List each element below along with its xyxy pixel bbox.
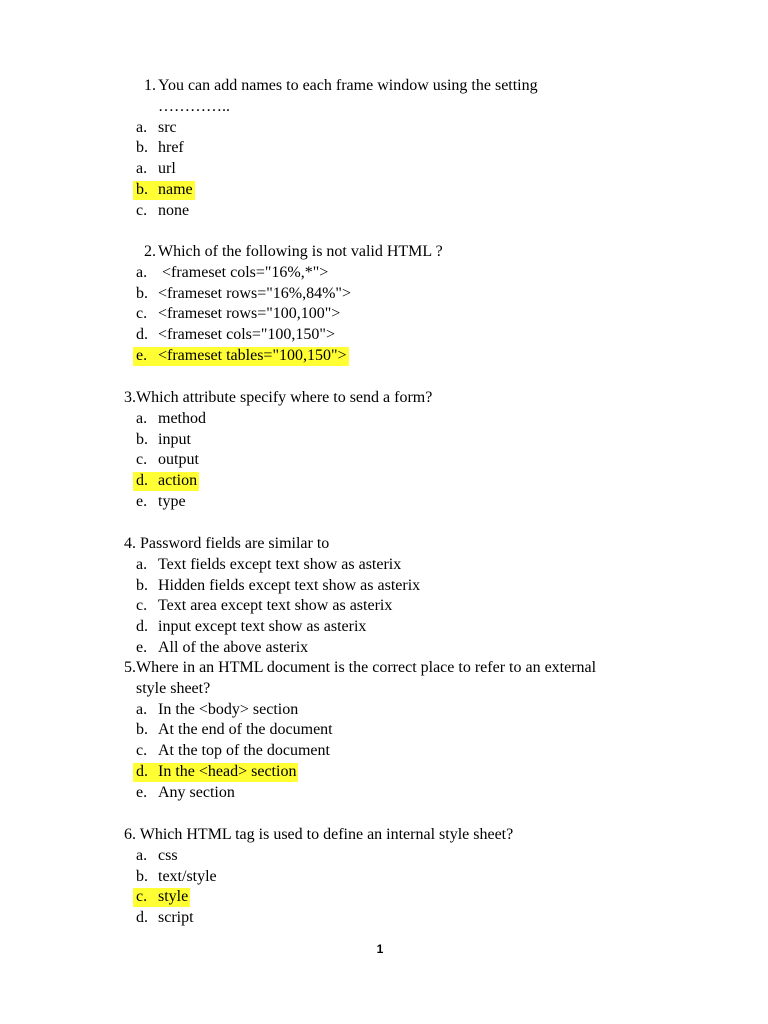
option-item [114, 325, 674, 346]
question-4 [114, 534, 674, 659]
option-text: type [158, 492, 186, 510]
option-label: b. [136, 180, 148, 198]
option-text: Text fields except text show as asterix [158, 555, 402, 573]
question-number: 4. [124, 535, 136, 552]
option-label: a. [136, 160, 148, 178]
option-item [114, 741, 674, 762]
option-label: c. [136, 201, 148, 219]
option-label: c. [136, 597, 148, 615]
option-item [114, 409, 674, 430]
option-text: style [158, 888, 189, 906]
question-line [114, 76, 674, 97]
question-line [114, 825, 674, 846]
option-text: css [158, 846, 178, 864]
option-label: a. [136, 409, 148, 427]
question-text: Which attribute specify where to send a form? [136, 389, 433, 406]
option-label: e. [136, 638, 148, 656]
option-text: <frameset rows="100,100"> [158, 305, 341, 323]
question-1 [114, 76, 674, 222]
question-6 [114, 825, 674, 929]
option-item [114, 201, 674, 222]
option-label: a. [136, 555, 148, 573]
option-text: <frameset rows="16%,84%"> [158, 284, 351, 302]
option-item [114, 346, 674, 367]
option-item [114, 555, 674, 576]
option-label: b. [136, 430, 148, 448]
option-label: b. [136, 139, 148, 157]
option-text: script [158, 909, 194, 927]
question-line [114, 242, 674, 263]
option-text: <frameset cols="16%,*"> [158, 263, 329, 281]
option-item [114, 762, 674, 783]
option-item [114, 159, 674, 180]
question-number: 3. [124, 389, 136, 406]
option-text: In the <head> section [158, 762, 297, 780]
option-item [114, 700, 674, 721]
option-item [114, 450, 674, 471]
option-text: All of the above asterix [158, 638, 309, 656]
option-item [114, 263, 674, 284]
question-line [114, 388, 674, 409]
option-label: d. [136, 618, 148, 636]
option-text: action [158, 472, 198, 490]
option-item [114, 783, 674, 804]
option-label: b. [136, 721, 148, 739]
option-label: e. [136, 492, 148, 510]
option-item [114, 720, 674, 741]
option-text: src [158, 118, 177, 136]
question-text: Which of the following is not valid HTML ? [158, 243, 443, 260]
option-text: In the <body> section [158, 700, 299, 718]
option-item [114, 617, 674, 638]
option-label: a. [136, 263, 148, 281]
option-label: d. [136, 472, 148, 490]
question-text: You can add names to each frame window using the setting [158, 77, 538, 94]
option-text: output [158, 451, 199, 469]
option-item [114, 867, 674, 888]
option-item [114, 180, 674, 201]
option-text: input [158, 430, 191, 448]
option-label: c. [136, 888, 148, 906]
option-item [114, 576, 674, 597]
page-number: 1 [376, 942, 384, 956]
option-text: input except text show as asterix [158, 618, 367, 636]
option-item [114, 638, 674, 659]
question-continuation: style sheet? [136, 679, 211, 697]
option-label: b. [136, 576, 148, 594]
option-text: <frameset tables="100,150"> [158, 346, 347, 364]
option-item [114, 138, 674, 159]
option-text: text/style [158, 867, 217, 885]
option-label: d. [136, 909, 148, 927]
option-item [114, 471, 674, 492]
option-label: d. [136, 326, 148, 344]
question-5 [114, 658, 674, 804]
option-item [114, 304, 674, 325]
question-continuation-line [114, 679, 674, 700]
question-line [114, 534, 674, 555]
option-label: b. [136, 284, 148, 302]
option-text: At the end of the document [158, 721, 333, 739]
option-text: method [158, 409, 206, 427]
option-item [114, 284, 674, 305]
option-item [114, 887, 674, 908]
option-item [114, 118, 674, 139]
option-label: e. [136, 346, 148, 364]
option-text: Hidden fields except text show as asterix [158, 576, 421, 594]
option-text: url [158, 160, 176, 178]
question-2 [114, 242, 674, 367]
question-3 [114, 388, 674, 513]
option-item [114, 596, 674, 617]
question-continuation: ………….. [158, 97, 230, 115]
option-item [114, 908, 674, 929]
option-text: At the top of the document [158, 742, 330, 760]
option-label: b. [136, 867, 148, 885]
question-text: Password fields are similar to [136, 535, 330, 552]
option-text: name [158, 180, 193, 198]
question-line [114, 658, 674, 679]
question-number: 6. [124, 826, 136, 843]
option-item [114, 492, 674, 513]
question-text: Which HTML tag is used to define an internal style sheet? [136, 826, 514, 843]
question-text: Where in an HTML document is the correct place to refer to an external [136, 659, 597, 676]
question-number: 5. [124, 659, 136, 676]
option-label: c. [136, 742, 148, 760]
option-text: <frameset cols="100,150"> [158, 326, 335, 344]
option-label: a. [136, 118, 148, 136]
question-number: 1. [144, 77, 156, 94]
option-text: none [158, 201, 190, 219]
option-label: c. [136, 305, 148, 323]
option-label: a. [136, 700, 148, 718]
option-text: Any section [158, 783, 235, 801]
option-label: a. [136, 846, 148, 864]
option-label: e. [136, 783, 148, 801]
question-continuation-line [114, 97, 674, 118]
option-label: d. [136, 762, 148, 780]
option-item [114, 846, 674, 867]
option-item [114, 430, 674, 451]
option-label: c. [136, 451, 148, 469]
question-number: 2. [144, 243, 156, 260]
option-text: Text area except text show as asterix [158, 597, 393, 615]
option-text: href [158, 139, 184, 157]
